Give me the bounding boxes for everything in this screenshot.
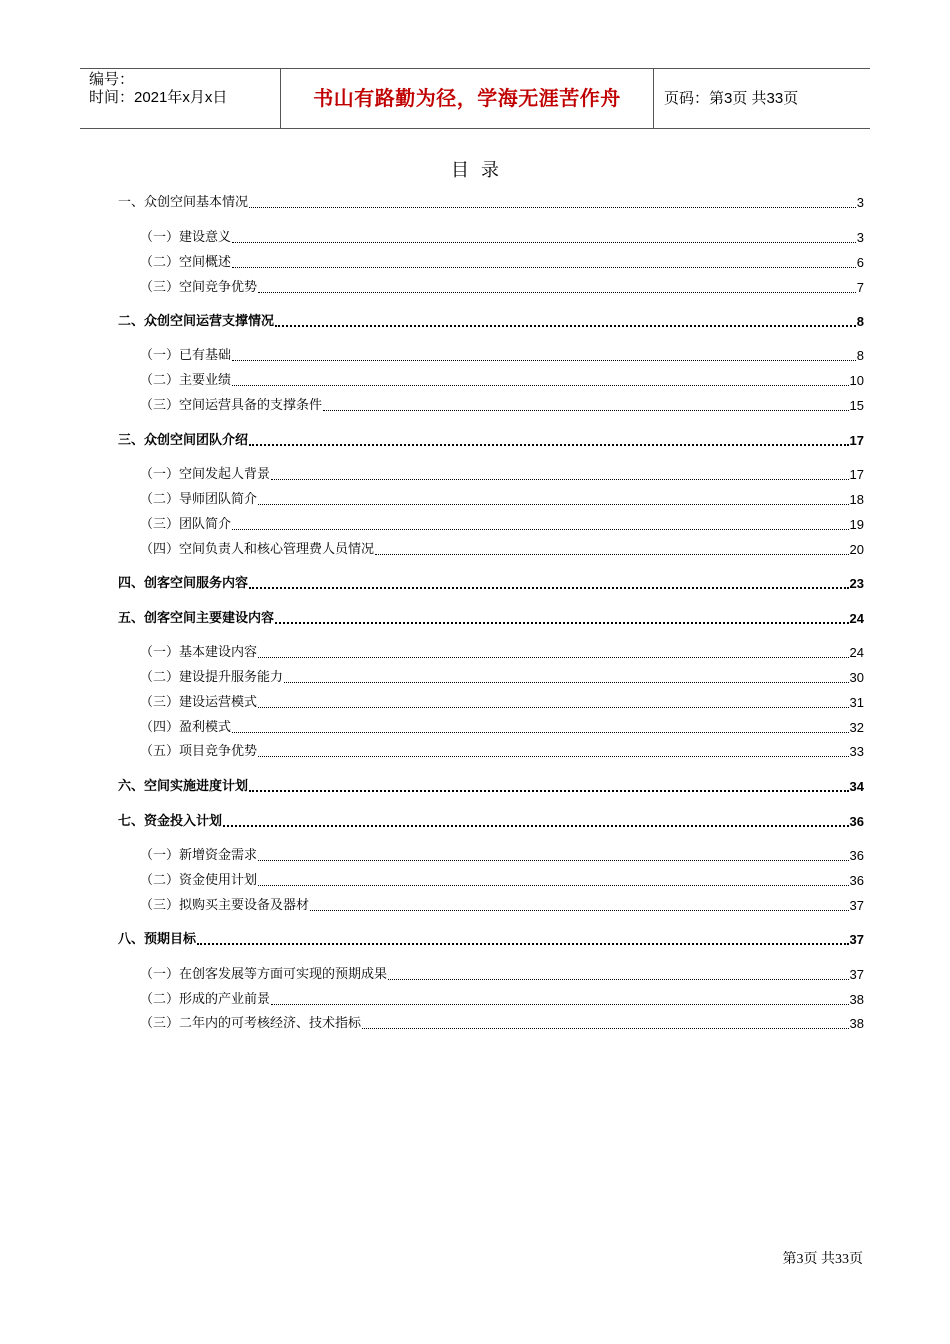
toc-entry-text: （四）空间负责人和核心管理费人员情况 — [140, 542, 375, 557]
toc-leader-dots — [232, 384, 849, 386]
toc-entry-subsection[interactable] — [140, 640, 864, 662]
toc-entry-page: 36 — [849, 848, 864, 863]
toc-entry-text: 二、众创空间运营支撑情况 — [118, 314, 275, 329]
toc-entry-page: 17 — [849, 467, 864, 482]
toc-leader-dots — [232, 241, 856, 243]
toc-entry-subsection[interactable] — [140, 1011, 864, 1033]
toc-entry-subsection[interactable] — [140, 843, 864, 865]
toc-entry-page: 32 — [849, 720, 864, 735]
toc-entry-subsection[interactable] — [140, 225, 864, 247]
toc-leader-dots — [362, 1027, 849, 1029]
toc-entry-text: （一）新增资金需求 — [140, 848, 258, 863]
toc-entry-text: （二）资金使用计划 — [140, 873, 258, 888]
toc-entry-subsection[interactable] — [140, 537, 864, 559]
toc-entry-subsection[interactable] — [140, 343, 864, 365]
toc-entry-page: 36 — [849, 814, 864, 829]
toc-leader-dots — [232, 731, 849, 733]
toc-entry-page: 38 — [849, 992, 864, 1007]
toc-entry-subsection[interactable] — [140, 893, 864, 915]
toc-entry-page: 3 — [856, 195, 864, 210]
toc-leader-dots — [249, 206, 856, 208]
toc-entry-subsection[interactable] — [140, 690, 864, 712]
toc-entry-section[interactable] — [118, 309, 864, 331]
toc-entry-text: （二）空间概述 — [140, 255, 232, 270]
toc-leader-dots — [375, 553, 849, 555]
header-motto: 书山有路勤为径，学海无涯苦作舟 — [281, 69, 654, 128]
toc-entry-section[interactable] — [118, 571, 864, 593]
toc-entry-subsection[interactable] — [140, 987, 864, 1009]
toc-leader-dots — [275, 324, 856, 327]
toc-entry-text: （三）团队简介 — [140, 517, 232, 532]
toc-leader-dots — [258, 859, 849, 861]
toc-entry-page: 10 — [849, 373, 864, 388]
header-meta — [80, 69, 281, 128]
toc-leader-dots — [258, 755, 849, 757]
document-time-label: 时间：2021年x月x日 — [89, 89, 228, 106]
toc-leader-dots — [249, 586, 849, 589]
toc-entry-subsection[interactable] — [140, 275, 864, 297]
toc-entry-subsection[interactable] — [140, 962, 864, 984]
toc-entry-subsection[interactable] — [140, 715, 864, 737]
toc-entry-page: 37 — [849, 967, 864, 982]
toc-entry-page: 37 — [849, 932, 864, 947]
toc-entry-page: 38 — [849, 1016, 864, 1031]
toc-entry-page: 36 — [849, 873, 864, 888]
header-page-label: 页码：第3页 共33页 — [664, 90, 799, 107]
toc-entry-section[interactable] — [118, 606, 864, 628]
toc-leader-dots — [258, 884, 849, 886]
toc-entry-page: 19 — [849, 517, 864, 532]
toc-entry-text: （二）主要业绩 — [140, 373, 232, 388]
toc-leader-dots — [258, 656, 849, 658]
toc-entry-section[interactable] — [118, 809, 864, 831]
toc-entry-text: （一）在创客发展等方面可实现的预期成果 — [140, 967, 388, 982]
toc-entry-text: （一）空间发起人背景 — [140, 467, 271, 482]
toc-entry-subsection[interactable] — [140, 512, 864, 534]
toc-leader-dots — [388, 978, 849, 980]
toc-entry-subsection[interactable] — [140, 462, 864, 484]
toc-entry-page: 30 — [849, 670, 864, 685]
toc-entry-text: （四）盈利模式 — [140, 720, 232, 735]
toc-leader-dots — [271, 1003, 849, 1005]
toc-entry-text: 三、众创空间团队介绍 — [118, 433, 249, 448]
toc-entry-text: 七、资金投入计划 — [118, 814, 223, 829]
toc-entry-section[interactable] — [118, 190, 864, 212]
toc-entry-page: 24 — [849, 611, 864, 626]
toc-entry-subsection[interactable] — [140, 368, 864, 390]
toc-entry-text: 五、创客空间主要建设内容 — [118, 611, 275, 626]
toc-entry-text: （二）导师团队简介 — [140, 492, 258, 507]
document-number-label: 编号： — [89, 71, 135, 88]
toc-entry-subsection[interactable] — [140, 868, 864, 890]
toc-entry-text: 四、创客空间服务内容 — [118, 576, 249, 591]
toc-leader-dots — [223, 824, 849, 827]
toc-entry-text: （一）已有基础 — [140, 348, 232, 363]
toc-entry-subsection[interactable] — [140, 739, 864, 761]
toc-entry-page: 24 — [849, 645, 864, 660]
toc-entry-text: （三）二年内的可考核经济、技术指标 — [140, 1016, 362, 1031]
toc-entry-page: 8 — [856, 314, 864, 329]
toc-entry-subsection[interactable] — [140, 250, 864, 272]
toc-leader-dots — [249, 443, 849, 446]
toc-leader-dots — [284, 681, 849, 683]
toc-entry-page: 7 — [856, 280, 864, 295]
toc-entry-page: 31 — [849, 695, 864, 710]
toc-leader-dots — [232, 528, 849, 530]
toc-entry-text: （三）建设运营模式 — [140, 695, 258, 710]
toc-entry-text: （二）形成的产业前景 — [140, 992, 271, 1007]
toc-entry-text: 八、预期目标 — [118, 932, 197, 947]
page-header — [80, 68, 870, 129]
toc-leader-dots — [249, 789, 849, 792]
toc-leader-dots — [197, 942, 849, 945]
toc-entry-page: 33 — [849, 744, 864, 759]
toc-leader-dots — [258, 706, 849, 708]
toc-leader-dots — [323, 409, 849, 411]
toc-entry-subsection[interactable] — [140, 665, 864, 687]
toc-title: 目录 — [451, 160, 511, 181]
toc-entry-text: （三）空间运营具备的支撑条件 — [140, 398, 323, 413]
page-footer: 第3页 共33页 — [782, 1252, 863, 1267]
toc-entry-subsection[interactable] — [140, 487, 864, 509]
toc-entry-text: （五）项目竞争优势 — [140, 744, 258, 759]
toc-leader-dots — [310, 909, 849, 911]
toc-entry-text: （二）建设提升服务能力 — [140, 670, 284, 685]
toc-entry-page: 8 — [856, 348, 864, 363]
toc-leader-dots — [232, 359, 856, 361]
toc-entry-section[interactable] — [118, 774, 864, 796]
toc-entry-text: （三）空间竞争优势 — [140, 280, 258, 295]
toc-entry-text: 一、众创空间基本情况 — [118, 195, 249, 210]
toc-leader-dots — [258, 503, 849, 505]
toc-entry-page: 34 — [849, 779, 864, 794]
toc-leader-dots — [258, 291, 856, 293]
toc-leader-dots — [232, 266, 856, 268]
toc-entry-page: 20 — [849, 542, 864, 557]
toc-entry-text: （一）建设意义 — [140, 230, 232, 245]
toc-entry-page: 3 — [856, 230, 864, 245]
toc-entry-page: 37 — [849, 898, 864, 913]
toc-entry-text: 六、空间实施进度计划 — [118, 779, 249, 794]
toc-leader-dots — [271, 478, 849, 480]
toc-entry-page: 15 — [849, 398, 864, 413]
toc-entry-subsection[interactable] — [140, 393, 864, 415]
toc-entry-page: 18 — [849, 492, 864, 507]
toc-leader-dots — [275, 621, 849, 624]
toc-entry-page: 23 — [849, 576, 864, 591]
toc-entry-section[interactable] — [118, 927, 864, 949]
toc-entry-page: 6 — [856, 255, 864, 270]
toc-entry-text: （一）基本建设内容 — [140, 645, 258, 660]
toc-entry-page: 17 — [849, 433, 864, 448]
toc-entry-section[interactable] — [118, 428, 864, 450]
toc-entry-text: （三）拟购买主要设备及器材 — [140, 898, 310, 913]
